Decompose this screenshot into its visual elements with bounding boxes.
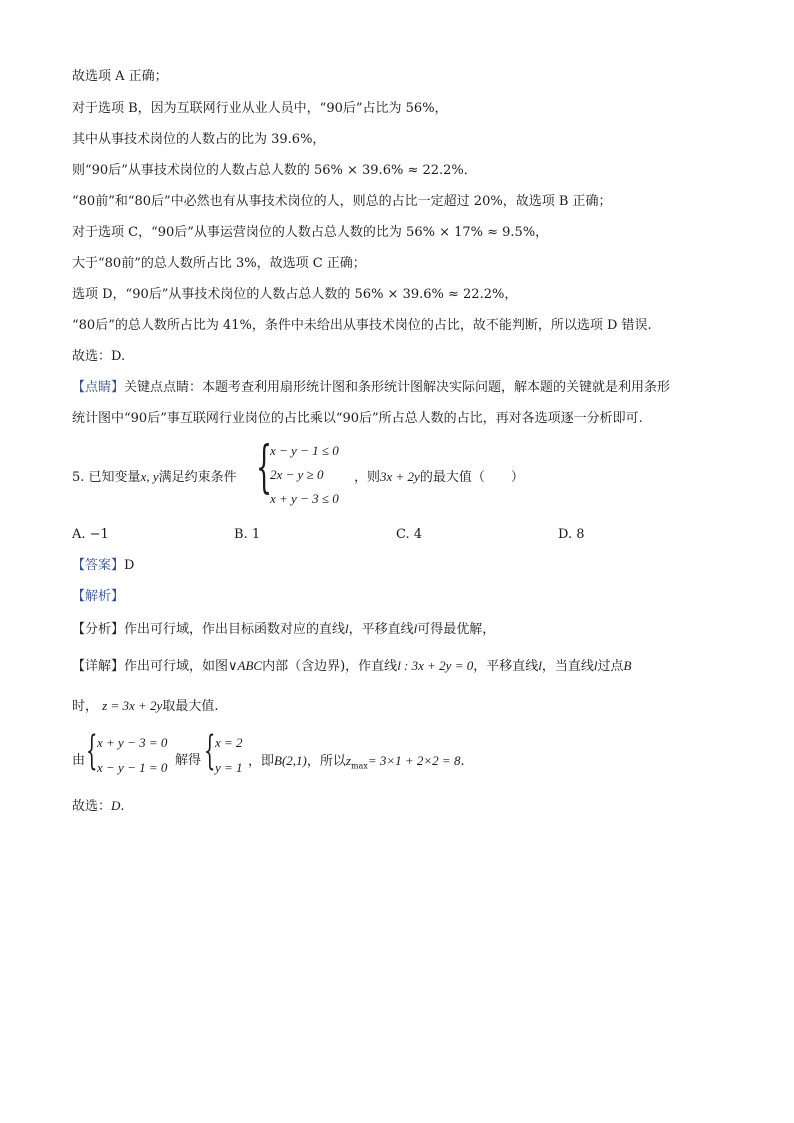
brace-symbol: {	[204, 728, 216, 774]
answer-line	[72, 557, 134, 575]
equation-2: x − y − 1 = 0	[97, 760, 168, 775]
xiangjie-tag: 【详解】	[72, 659, 125, 674]
fenxi-text: 作出可行域，作出目标函数对应的直线	[124, 622, 346, 637]
final-text: 故选：	[72, 799, 112, 814]
q5-after1: ，则	[354, 470, 381, 485]
solve-text: 解得	[175, 753, 202, 768]
fenxi-text: 可得最优解，	[417, 622, 496, 637]
text-line: “80后”的总人数所占比为 41%，条件中未给出从事技术岗位的占比，故不能判断，所以选项 D 错误.	[72, 318, 652, 333]
tip-line	[72, 379, 670, 397]
analysis-tag: 【解析】	[72, 589, 125, 604]
option-a: A. −1	[72, 527, 109, 542]
option-c: C. 4	[396, 527, 423, 542]
point-symbol: B	[623, 658, 632, 673]
z-symbol: z	[345, 753, 351, 768]
detail-line	[72, 657, 631, 676]
brace-symbol: {	[86, 728, 98, 774]
solve-result	[248, 752, 465, 776]
text-line: 统计图中“90后”事互联网行业岗位的占比乘以“90后”所占总人数的占比，再对各选项逐一分析即可.	[72, 411, 643, 426]
option-d: D. 8	[558, 527, 585, 542]
constraint-2: 2x − y ≥ 0	[270, 467, 324, 482]
detail-text: ，即	[248, 754, 275, 769]
detail-text: ，所以	[306, 754, 346, 769]
line-symbol: l	[345, 621, 349, 636]
solution-x: x = 2	[215, 735, 243, 750]
question-5-stem	[72, 468, 237, 487]
detail-line-2	[72, 697, 218, 716]
answer-value: D	[124, 558, 135, 573]
question-5-tail	[354, 468, 524, 487]
detail-text: 取最大值.	[162, 699, 219, 714]
detail-text: ，当直线	[541, 659, 594, 674]
constraint-1: x − y − 1 ≤ 0	[270, 443, 339, 458]
point-b: B(2,1)	[274, 753, 307, 768]
q5-vars: x, y	[140, 469, 159, 484]
detail-text: 内部（含边界)，作直线	[262, 659, 398, 674]
line-symbol: l	[413, 621, 418, 636]
q5-expr: 3x + 2y	[380, 469, 420, 484]
text-line: 故选：D.	[72, 349, 126, 364]
fenxi-text: ，平移直线	[348, 622, 414, 637]
text-line: “80前”和“80后”中必然也有从事技术岗位的人，则总的占比一定超过 20%，故选项 B 正确；	[72, 194, 612, 209]
analysis-line	[72, 620, 495, 639]
constraint-3: x + y − 3 ≤ 0	[270, 491, 339, 506]
fenxi-tag: 【分析】	[72, 622, 125, 637]
tip-tag: 【点睛】	[72, 380, 125, 395]
final-value: D	[111, 798, 121, 813]
text-line: 对于选项 B，因为互联网行业从业人员中，“90后”占比为 56%，	[72, 101, 448, 116]
solution-y: y = 1	[215, 760, 243, 775]
line-symbol: l	[538, 658, 542, 673]
text-line: 大于“80前”的总人数所占比 3%，故选项 C 正确；	[72, 256, 366, 271]
line-symbol: l	[593, 658, 598, 673]
line-equation: l : 3x + 2y = 0	[397, 658, 474, 673]
final-answer-line	[72, 797, 125, 816]
q5-after2: 的最大值（ ）	[419, 470, 524, 485]
q5-mid: 满足约束条件	[158, 470, 237, 485]
answer-tag: 【答案】	[72, 558, 125, 573]
detail-text: ，平移直线	[473, 659, 539, 674]
detail-text: .	[460, 754, 465, 769]
calc-expr: = 3×1 + 2×2 = 8	[367, 753, 461, 768]
tip-text: 关键点点睛：本题考查利用扇形统计图和条形统计图解决实际问题，解本题的关键就是利用条形	[124, 380, 671, 395]
triangle-symbol: ∨ABC	[228, 658, 263, 673]
brace-symbol: {	[256, 435, 273, 500]
text-line: 则“90后”从事技术岗位的人数占总人数的 56% × 39.6% ≈ 22.2%．	[72, 163, 477, 178]
equation-1: x + y − 3 = 0	[97, 735, 168, 750]
objective-expr: z = 3x + 2y	[102, 698, 163, 713]
max-subscript: max	[350, 761, 368, 771]
detail-text: 作出可行域，如图	[124, 659, 229, 674]
detail-text: 时，	[72, 699, 99, 714]
text-line: 对于选项 C，“90后”从事运营岗位的人数占总人数的比为 56% × 17% ≈ 9.5%，	[72, 225, 549, 240]
option-b: B. 1	[234, 527, 261, 542]
detail-text: 过点	[597, 659, 624, 674]
solve-prefix: 由	[72, 753, 86, 768]
final-text: .	[120, 799, 125, 814]
text-line: 其中从事技术岗位的人数占的比为 39.6%，	[72, 132, 326, 147]
q5-prefix: 5. 已知变量	[72, 470, 141, 485]
text-line: 选项 D，“90后”从事技术岗位的人数占总人数的 56% × 39.6% ≈ 22.2%，	[72, 287, 518, 302]
text-line: 故选项 A 正确；	[72, 69, 168, 84]
